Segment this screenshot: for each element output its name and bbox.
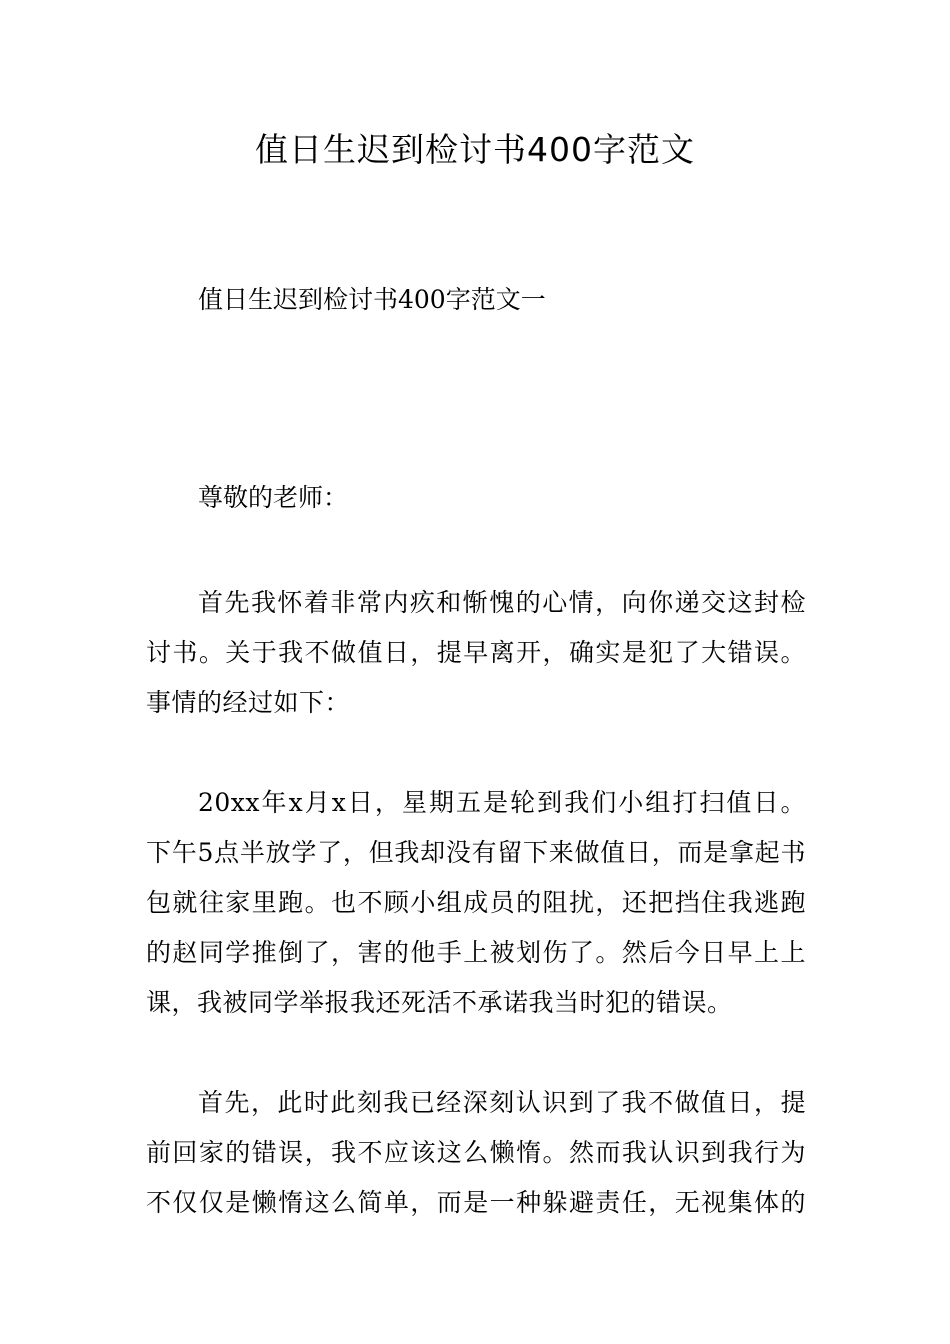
paragraph-1 — [146, 578, 806, 728]
paragraph-line: 首先我怀着非常内疚和惭愧的心情，向你递交这封检 — [198, 588, 806, 617]
section-heading: 值日生迟到检讨书400字范文一 — [198, 285, 546, 314]
paragraph-line: 的赵同学推倒了，害的他手上被划伤了。然后今日早上上 — [146, 938, 806, 967]
document-title: 值日生迟到检讨书400字范文 — [255, 130, 695, 169]
paragraph-line: 前回家的错误，我不应该这么懒惰。然而我认识到我行为 — [146, 1138, 806, 1167]
paragraph-line: 不仅仅是懒惰这么简单，而是一种躲避责任，无视集体的 — [146, 1188, 806, 1217]
paragraph-line: 首先，此时此刻我已经深刻认识到了我不做值日，提 — [198, 1088, 806, 1117]
paragraph-line: 包就往家里跑。也不顾小组成员的阻扰，还把挡住我逃跑 — [146, 888, 806, 917]
paragraph-2 — [146, 778, 806, 1028]
paragraph-3 — [146, 1078, 806, 1228]
paragraph-line: 下午5点半放学了，但我却没有留下来做值日，而是拿起书 — [146, 838, 806, 867]
paragraph-line: 20xx年x月x日，星期五是轮到我们小组打扫值日。 — [198, 788, 806, 817]
salutation: 尊敬的老师： — [198, 483, 349, 512]
paragraph-line: 课，我被同学举报我还死活不承诺我当时犯的错误。 — [146, 988, 733, 1017]
paragraph-line: 讨书。关于我不做值日，提早离开，确实是犯了大错误。 — [146, 638, 806, 667]
paragraph-line: 事情的经过如下： — [146, 688, 351, 717]
